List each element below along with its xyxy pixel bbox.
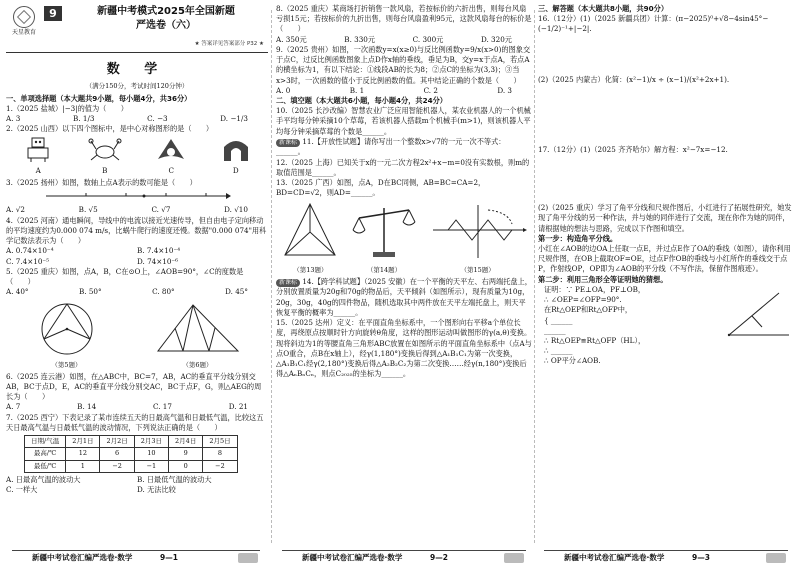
answer-space [538, 155, 794, 203]
option: B. 1/3 [73, 114, 95, 124]
column-1 [6, 0, 268, 547]
question-3-options [6, 205, 268, 215]
table-cell: 10 [134, 448, 168, 460]
option: B. 14 [77, 402, 97, 412]
qr-code-icon [766, 553, 786, 563]
footer-title: 新疆中考试卷汇编严选卷·数学 [302, 553, 403, 562]
step-2-title: 第二步：利用三角形全等证明她的猜想。 [538, 274, 668, 284]
proof-line: 证明：∵ PE⊥OA，PF⊥OB， [544, 284, 646, 294]
table-header-cell: 2月2日 [100, 436, 134, 448]
proof-line: ∴ ______ [544, 346, 573, 356]
table-header-cell: 2月3日 [134, 436, 168, 448]
table-cell: 9 [169, 448, 203, 460]
answer-space [538, 85, 794, 145]
coordinate-transform-figure [428, 200, 528, 262]
question-17-part-2: (2)（2025 重庆）学习了角平分线和尺规作图后，小红进行了拓展性研究，她发现了角平分线的另一种作法，并与她的同伴进行了交流，现在你作为她的同伴，请根据她的想法与思路，完成以下作图和填空。 [538, 203, 792, 233]
question-8: 8.（2025 重庆）某商场打折销售一款风扇，若按标价的六折出售，则每台风扇亏损15元；若按标价的九折出售，则每台风扇盈利95元，这款风扇每台的标价是（ ） [276, 4, 532, 34]
question-9-options [276, 86, 532, 96]
page-footer [12, 550, 260, 565]
option: D [232, 165, 239, 175]
table-row [25, 448, 238, 460]
question-3: 3.（2025 扬州）如图，数轴上点A表示的数可能是（ ） [6, 177, 197, 187]
option: A. 0.74×10⁻⁴ [6, 246, 54, 256]
exam-title [66, 5, 266, 32]
option: A. 40° [6, 287, 29, 297]
option: B [102, 165, 108, 175]
option: D. 320元 [480, 34, 512, 44]
angle-bisector-figure [724, 285, 794, 345]
triangle-bisector-figure [153, 299, 243, 357]
table-cell: 最低/℃ [25, 460, 66, 472]
option: C [168, 165, 174, 175]
option: C. −3 [147, 114, 168, 124]
figures-13-15 [276, 200, 532, 274]
balance-scale-icon [349, 200, 419, 262]
proof-line: ∴ Rt△OEP≌Rt△OFP（HL）， [544, 335, 646, 345]
option: B. 日最低气温的波动大 [137, 474, 212, 484]
question-10: 10.（2025 长沙改编）智慧农业广泛应用智能机器人，某农业机器人的一个机械手平均每分钟采摘10个草莓，若该机器人搭载m个机械手(m>1)，则该机器人平均每分钟采摘草莓的个数是______。 [276, 106, 531, 136]
option: C. 2 [423, 85, 438, 95]
tri-blade-icon [156, 137, 186, 163]
option: A. 日最高气温的波动大 [6, 474, 81, 484]
step-1-title: 第一步：构造角平分线。 [538, 233, 618, 243]
question-17: 17.（12分）(1)（2025 齐齐哈尔）解方程：x²−7x=−12. [538, 144, 728, 154]
temperature-table [24, 435, 238, 473]
column-2 [276, 4, 532, 547]
table-header-row [25, 436, 238, 448]
option: B. 1 [349, 85, 365, 95]
option: D. −1/3 [220, 114, 248, 124]
figure-robot [23, 137, 53, 176]
arch-icon [221, 137, 251, 163]
table-header-cell: 日期/气温 [25, 436, 66, 448]
question-12: 12.（2025 上海）已知关于x的一元二次方程2x²+x−m=0没有实数根，则m的取值范围是______。 [276, 157, 530, 177]
table-cell: 8 [203, 448, 237, 460]
column-divider [534, 10, 535, 543]
option: B. 7.4×10⁻⁴ [137, 246, 181, 256]
curriculum-tag: 新课标 [276, 139, 300, 148]
question-1-options [6, 114, 268, 124]
answer-note: ★ 答案详见答案部分 P32 ★ [194, 41, 264, 47]
option: C. 17 [152, 402, 172, 412]
title-line-1: 新疆中考模式2025年全国新题 [97, 6, 235, 17]
paper-number: 9 [44, 6, 62, 21]
question-2: 2.（2025 山西）以下四个图标中，是中心对称图形的是（ ） [6, 124, 214, 134]
question-6: 6.（2025 连云港）如图，在△ABC中，BC=7，AB，AC的垂直平分线分别交AB，BC于点D，E，AC的垂直平分线分别交AC，BC于点F，G，则△AEG的周长为（ ） [6, 371, 262, 402]
crab-icon [88, 137, 122, 163]
question-13: 13.（2025 广西）如图，点A，D在BC同侧，AB=BC=CA=2，BD=CD=√2，则AD=______。 [276, 178, 486, 198]
option: A. √2 [6, 205, 25, 215]
option: D. 74×10⁻⁶ [137, 256, 179, 266]
table-header-cell: 2月1日 [66, 436, 100, 448]
exam-info: （满分150分，考试时间120分钟） [85, 82, 189, 91]
publisher-logo [8, 6, 40, 38]
figure-caption: （第14题） [366, 265, 402, 274]
option: C. 7.4×10⁻⁵ [6, 256, 50, 266]
figure-caption: （第6题） [182, 360, 213, 369]
question-7: 7.（2025 西宁）下表记录了某市连续五天的日最高气温和日最低气温，比较这五天日最高气温与日最低气温的波动情况，下列说法正确的是（ ） [6, 412, 264, 432]
section-2-title: 二、填空题（本大题共6小题，每小题4分，共24分） [276, 95, 447, 105]
step-1-text: 小红在∠AOB的边OA上任取一点E，并过点E作了OA的垂线（如图），请你利用尺规作图，在OB上截取OF=OE，过点F作OB的垂线与小红所作的垂线交于点P，作射线OP，OP即为∠AOB的平分线（不写作法，保留作图痕迹）。 [538, 243, 791, 274]
question-4: 4.（2025 河南）通电瞬间，导线中的电流以接近光速传导，但自由电子定向移动的平均速度约为0.000 074 m/s，比蜗牛爬行的速度还慢。数据"0.000 074"用科学记数法表示为（ ） [6, 215, 267, 246]
option: C. √7 [151, 205, 171, 215]
figure-6 [153, 299, 243, 369]
question-1: 1.（2025 盐城）|−3|的值为（ ） [6, 103, 128, 113]
subject-title: 数 学 [106, 62, 168, 77]
question-9: 9.（2025 贵州）如图，一次函数y=x(x≥0)与反比例函数y=9/x(x>0)的图象交于点C，过反比例函数图象上点D作x轴的垂线，垂足为B，交y=x于点A，若点A的横坐标为1，有以下结论：①线段AB的长为8；②点C的坐标为(3,3)；③当x>3时，一次函数的值小于反比例函数的值。其中结论正确的个数是（ ） [276, 44, 531, 85]
question-5: 5.（2025 重庆）如图，点A，B，C在⊙O上，∠AOB=90°，∠C的度数是（ ） [6, 266, 244, 286]
option: A. 3 [6, 114, 21, 124]
column-3 [538, 4, 794, 547]
column-divider [271, 10, 272, 543]
answer-space [538, 35, 794, 75]
figure-caption: （第5题） [51, 360, 82, 369]
proof-lines [544, 285, 724, 367]
table-header-cell: 2月5日 [203, 436, 237, 448]
option: B. 50° [79, 287, 102, 297]
table-cell: −1 [134, 460, 168, 472]
footer-page-number: 9—1 [160, 553, 178, 562]
option: D. √10 [224, 205, 248, 215]
option: D. 无法比较 [137, 485, 176, 495]
footer-title: 新疆中考试卷汇编严选卷·数学 [32, 553, 133, 562]
option: D. 21 [228, 402, 248, 412]
table-row [25, 460, 238, 472]
option: D. 3 [497, 85, 512, 95]
question-16: 16.（12分）(1)（2025 新疆兵团）计算：(π−2025)⁰+√8−4sin45°−(−1/2)⁻¹+|−2|. [538, 14, 769, 34]
robot-icon [23, 137, 53, 163]
question-16-part-2: (2)（2025 内蒙古）化简：(x²−1)/x ÷ (x−1)/(x²+2x+1). [538, 74, 730, 84]
figure-15 [428, 200, 528, 274]
circle-geometry-figure [32, 299, 102, 357]
figure-caption: （第15题） [460, 265, 495, 274]
figure-crab [88, 137, 122, 176]
table-cell: 6 [100, 448, 134, 460]
table-cell: 0 [169, 460, 203, 472]
question-2-figures [6, 137, 268, 176]
proof-block [538, 285, 794, 367]
question-11 [276, 137, 532, 158]
table-cell: 12 [66, 448, 100, 460]
exam-header [6, 4, 268, 53]
footer-title: 新疆中考试卷汇编严选卷·数学 [564, 553, 665, 562]
table-cell: 1 [66, 460, 100, 472]
option: B. √5 [78, 205, 98, 215]
section-3-title: 三、解答题（本大题共8小题，共90分） [538, 4, 669, 13]
star-logo-icon [13, 6, 35, 28]
qr-code-icon [504, 553, 524, 563]
figure-arch [221, 137, 251, 176]
question-7-options [6, 475, 268, 495]
option: B. 330元 [344, 34, 376, 44]
proof-line: ∴ OP平分∠AOB. [544, 356, 601, 366]
proof-line: 在Rt△OEP和Rt△OFP中， [544, 305, 633, 315]
figure-14 [349, 200, 419, 274]
publisher-name: 天星教育 [11, 29, 36, 36]
table-cell: −2 [203, 460, 237, 472]
figure-13 [280, 200, 340, 274]
option: A [35, 165, 41, 175]
number-line-figure [6, 188, 266, 202]
figures-5-6 [6, 299, 268, 369]
option: C. 300元 [412, 34, 444, 44]
footer-page-number: 9—2 [430, 553, 448, 562]
option: C. 80° [152, 287, 175, 297]
section-1-title: 一、单项选择题（本大题共9小题，每小题4分，共36分） [6, 93, 192, 103]
title-line-2: 严选卷（六） [136, 19, 196, 31]
table-cell: −2 [100, 460, 134, 472]
question-15: 15.（2025 达州）定义：在平面直角坐标系中，一个图形向右平移a个单位长度，再绕原点按顺时针方向旋转θ角度，这样的图形运动叫做图形的γ(a,θ)变换。现将斜边为1的等腰直角三角形ABC放置在如图所示的平面直角坐标系中（点A与点O重合，点B在x轴上），经γ(1,180°)变换后得到△A₁B₁C₁为第一次变换，△A₁B₁C₁经γ(2,180°)变换后得△A₂B₂C₂为第二次变换……经γ(n,180°)变换后得△AₙBₙCₙ，则点C₂₀₂₅的坐标为______。 [276, 318, 532, 379]
question-5-options [6, 287, 268, 297]
question-14-text: 14.【跨学科试题】（2025 安徽）在一个平衡的天平左、右两端托盘上，分别放置质量为20g和70g的物品后，天平倾斜（如图所示），现有质量为10g，20g，30g，40g的四件物品，随机选取其中两件放在天平左端托盘上，则天平恢复平衡的概率为______。 [276, 276, 532, 317]
proof-line: ∴ ∠OEP=∠OFP=90°. [544, 295, 622, 305]
option: A. 7 [6, 402, 21, 412]
figure-5 [32, 299, 102, 369]
question-8-options [276, 35, 532, 45]
curriculum-tag: 新课标 [276, 279, 300, 288]
question-14 [276, 277, 532, 318]
footer-page-number: 9—3 [692, 553, 710, 562]
figure-tri-blade [156, 137, 186, 176]
table-cell: 最高/℃ [25, 448, 66, 460]
option: D. 45° [225, 287, 248, 297]
qr-code-icon [238, 553, 258, 563]
option: A. 0 [276, 85, 291, 95]
proof-line: { ______ [544, 315, 573, 325]
table-header-cell: 2月4日 [169, 436, 203, 448]
triangle-figure [280, 200, 340, 262]
option: C. 一样大 [6, 485, 38, 495]
question-4-options [6, 246, 268, 266]
proof-line: ______ [544, 325, 566, 335]
question-6-options [6, 402, 268, 412]
option: A. 350元 [276, 34, 307, 44]
page-footer [544, 550, 788, 565]
page-footer [282, 550, 526, 565]
figure-caption: （第13题） [293, 265, 328, 274]
question-11-text: 11.【开放性试题】请你写出一个整数x>√7的一元一次不等式：______。 [276, 136, 506, 157]
